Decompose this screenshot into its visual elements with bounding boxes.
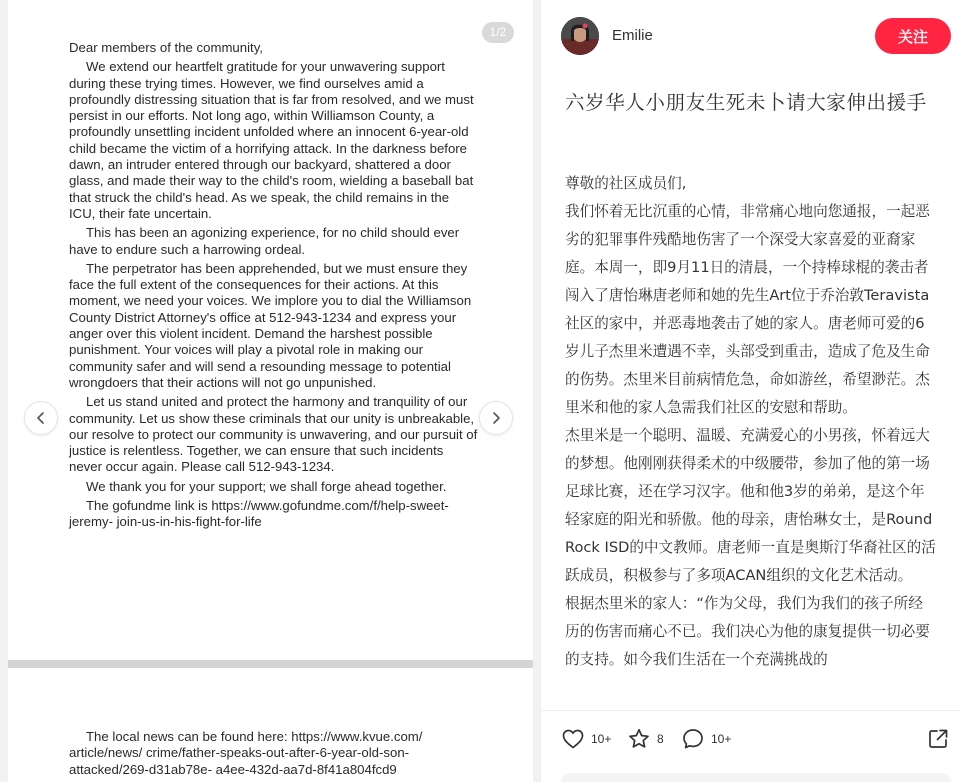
note-paragraph: 杰里米是一个聪明、温暖、充满爱心的小男孩，怀着远大的梦想。他刚刚获得柔术的中级腰带，参加了他的第一场足球比赛，还在学习汉字。他和他3岁的弟弟，是这个年轻家庭的阳光和骄傲。他的母亲，唐怡琳女士，是Round Rock ISD的中文教师。唐老师一直是奥斯汀华裔社区的活跃成员，积极参与了多项ACAN组织的文化艺术活动。 — [565, 427, 936, 584]
comment-input[interactable] — [561, 773, 951, 782]
letter-paragraph: Let us stand united and protect the harmony and tranquility of our community. Let us show these criminals that our unity is unbreakable, our resolve to protect our community is unwavering, and our pursuit of justice is relentless. Together, we can ensure that such incidents never occur again. Please call 512-943-1234. — [69, 394, 478, 475]
letter-salutation: Dear members of the community, — [69, 40, 263, 55]
share-button[interactable] — [926, 727, 950, 751]
previous-image-button[interactable] — [24, 401, 58, 435]
note-paragraph: 尊敬的社区成员们, — [565, 175, 687, 192]
letter-paragraph: This has been an agonizing experience, for no child should ever have to endure such a harrowing ordeal. — [69, 225, 460, 257]
letter-page-2 — [8, 668, 533, 782]
engagement-bar — [541, 710, 961, 782]
page-divider — [8, 660, 533, 668]
comment-bubble-icon — [681, 727, 705, 751]
collect-button[interactable] — [627, 727, 664, 751]
like-button[interactable] — [561, 727, 611, 751]
letter-paragraph: The perpetrator has been apprehended, but we must ensure they face the full extent of the consequences for their actions. At this moment, we need your voices. We implore you to dial the Williamson County District Attorney's office at 512-943-1234 and express your anger over this violent incident. Demand the harshest possible punishment. Your voices will play a pivotal role in making our community safer and will send a resounding message to potential wrongdoers that their actions will not go unpunished. — [69, 260, 472, 390]
collect-count: 8 — [657, 732, 664, 746]
author-name[interactable]: Emilie — [612, 27, 653, 44]
letter-paragraph: The gofundme link is https://www.gofundme.com/f/help-sweet-jeremy- join-us-in-his-fight-for-life — [69, 498, 449, 530]
author-header — [541, 0, 961, 72]
chevron-right-icon — [489, 411, 503, 425]
note-paragraph: 我们怀着无比沉重的心情，非常痛心地向您通报，一起恶劣的犯罪事件残酷地伤害了一个深受大家喜爱的亚裔家庭。本周一，即9月11日的清晨，一个持棒球棍的袭击者闯入了唐怡琳唐老师和她的先生Art位于乔治敦Teravista社区的家中，并恶毒地袭击了她的家人。唐老师可爱的6岁儿子杰里米遭遇不幸，头部受到重击，造成了危及生命的伤势。杰里米目前病情危急，命如游丝，希望渺茫。杰里米和他的家人急需我们社区的安慰和帮助。 — [565, 203, 930, 416]
note-paragraph: 根据杰里米的家人：“作为父母，我们为我们的孩子所经历的伤害而痛心不已。我们决心为他的康复提供一切必要的支持。如今我们生活在一个充满挑战的 — [565, 595, 930, 668]
avatar-image — [561, 17, 599, 55]
letter-paragraph: We thank you for your support; we shall forge ahead together. — [86, 478, 447, 494]
note-title: 六岁华人小朋友生死未卜请大家伸出援手 — [565, 91, 927, 114]
comment-count: 10+ — [711, 732, 732, 746]
letter-text — [69, 729, 479, 781]
letter-page-1 — [8, 0, 533, 660]
note-body — [565, 170, 937, 708]
next-image-button[interactable] — [479, 401, 513, 435]
letter-paragraph: The local news can be found here: https://www.kvue.com/ article/news/ crime/father-speaks-out-after-6-year-old-son-attacked/269-d31ab78e- a4ee-432d-aa7d-8f41a804fcd9 — [69, 729, 423, 777]
comment-button[interactable] — [681, 727, 731, 751]
note-detail-panel — [540, 0, 961, 782]
avatar[interactable] — [561, 17, 599, 55]
letter-paragraph: We extend our heartfelt gratitude for your unwavering support during these trying times. However, we find ourselves amid a profoundly distressing situation that is far from resolved, and we must persist in our efforts. Not long ago, within Williamson County, a profoundly unsettling incident unfolded where an innocent 6-year-old child became the victim of a horrifying attack. In the darkness before dawn, an intruder entered through our backyard, shattered a door glass, and made their way to the child's room, wielding a baseball bat that struck the child's head. As we speak, the child remains in the ICU, their fate uncertain. — [69, 59, 474, 221]
heart-icon — [561, 727, 585, 751]
letter-text — [69, 40, 479, 534]
star-icon — [627, 727, 651, 751]
share-icon — [926, 727, 950, 751]
follow-button[interactable]: 关注 — [875, 18, 951, 54]
like-count: 10+ — [591, 732, 612, 746]
image-counter-badge: 1/2 — [482, 22, 514, 43]
chevron-left-icon — [34, 411, 48, 425]
